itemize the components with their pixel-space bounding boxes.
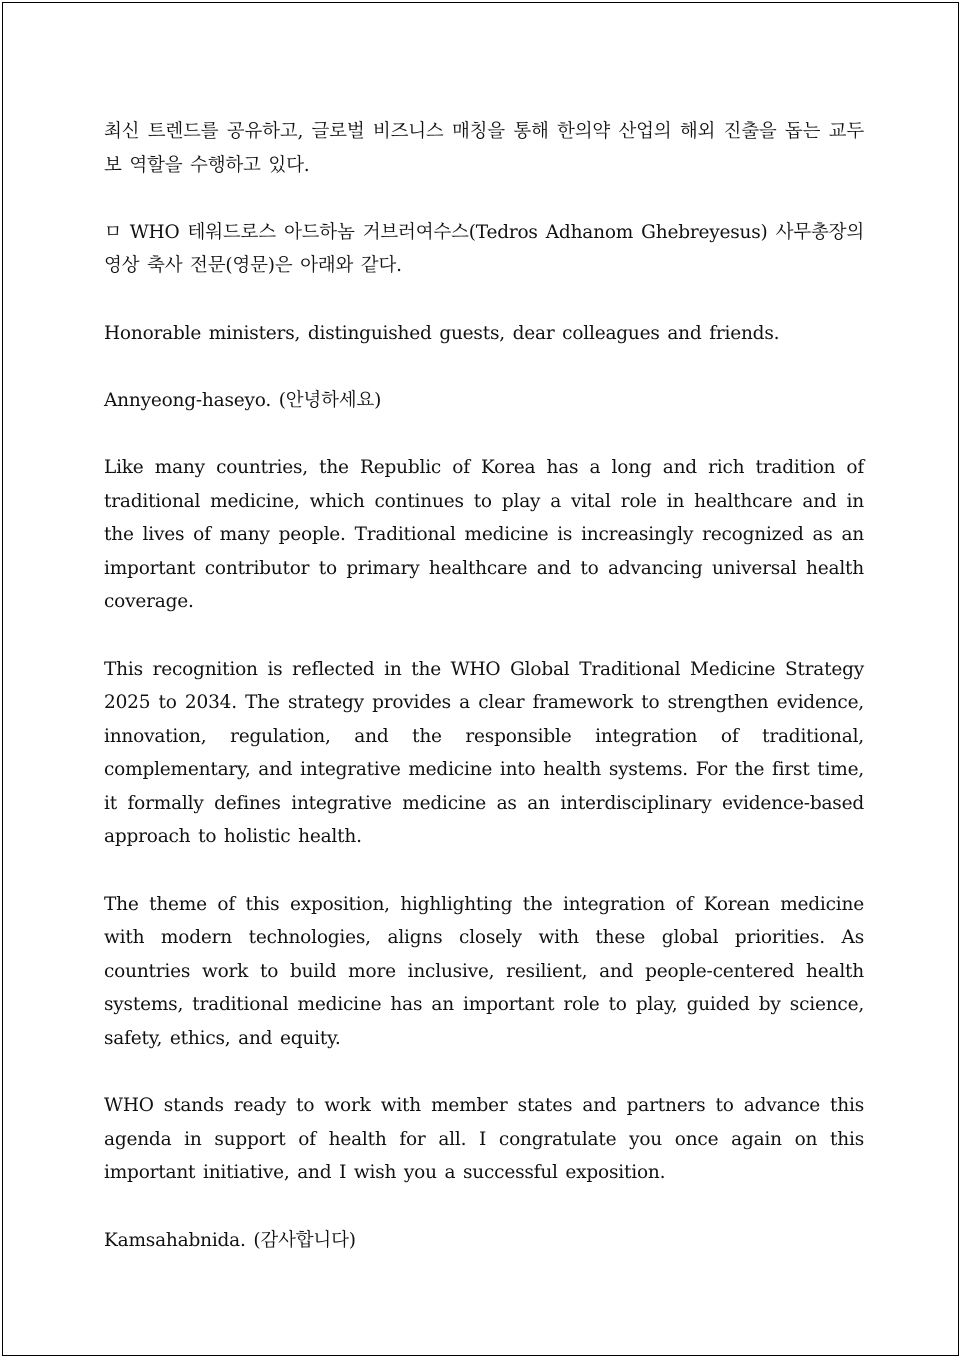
- paragraph-annyeong: Annyeong-haseyo. (안녕하세요): [104, 389, 382, 411]
- paragraph-thanks: Kamsahabnida. (감사합니다): [104, 1229, 356, 1251]
- paragraph-intro-continuation: 최신 트렌드를 공유하고, 글로벌 비즈니스 매칭을 통해 한의약 산업의 해외 진출을 돕는 교두보 역할을 수행하고 있다.: [104, 121, 864, 176]
- paragraph-theme: The theme of this exposition, highlighting the integration of Korean medicine with modern technologies, aligns closely with these global priorities. As countries work to build more inclusive, resilient, and people-centered health systems, traditional medicine has an important role to play, guided by science, safety, ethics, and equity.: [104, 893, 864, 1050]
- paragraph-who-ready: WHO stands ready to work with member states and partners to advance this agenda in support of health for all. I congratulate you once again on this important initiative, and I wish you a successful exposition.: [104, 1095, 864, 1184]
- paragraph-speech-introduction: ㅁ WHO 테워드로스 아드하놈 거브러여수스(Tedros Adhanom Ghebreyesus) 사무총장의 영상 축사 전문(영문)은 아래와 같다.: [104, 221, 864, 277]
- document-page: [2, 2, 959, 1356]
- document-body: [104, 115, 864, 1257]
- paragraph-tradition: Like many countries, the Republic of Korea has a long and rich tradition of traditional medicine, which continues to play a vital role in healthcare and in the lives of many people. Traditional medicine is increasingly recognized as an important contributor to primary healthcare and to advancing universal health coverage.: [104, 456, 864, 613]
- paragraph-strategy: This recognition is reflected in the WHO Global Traditional Medicine Strategy 2025 to 2034. The strategy provides a clear framework to strengthen evidence, innovation, regulation, and the responsible integration of traditional, complementary, and integrative medicine into health systems. For the first time, it formally defines integrative medicine as an interdisciplinary evidence-based approach to holistic health.: [104, 658, 864, 848]
- paragraph-greeting: Honorable ministers, distinguished guests, dear colleagues and friends.: [104, 322, 780, 344]
